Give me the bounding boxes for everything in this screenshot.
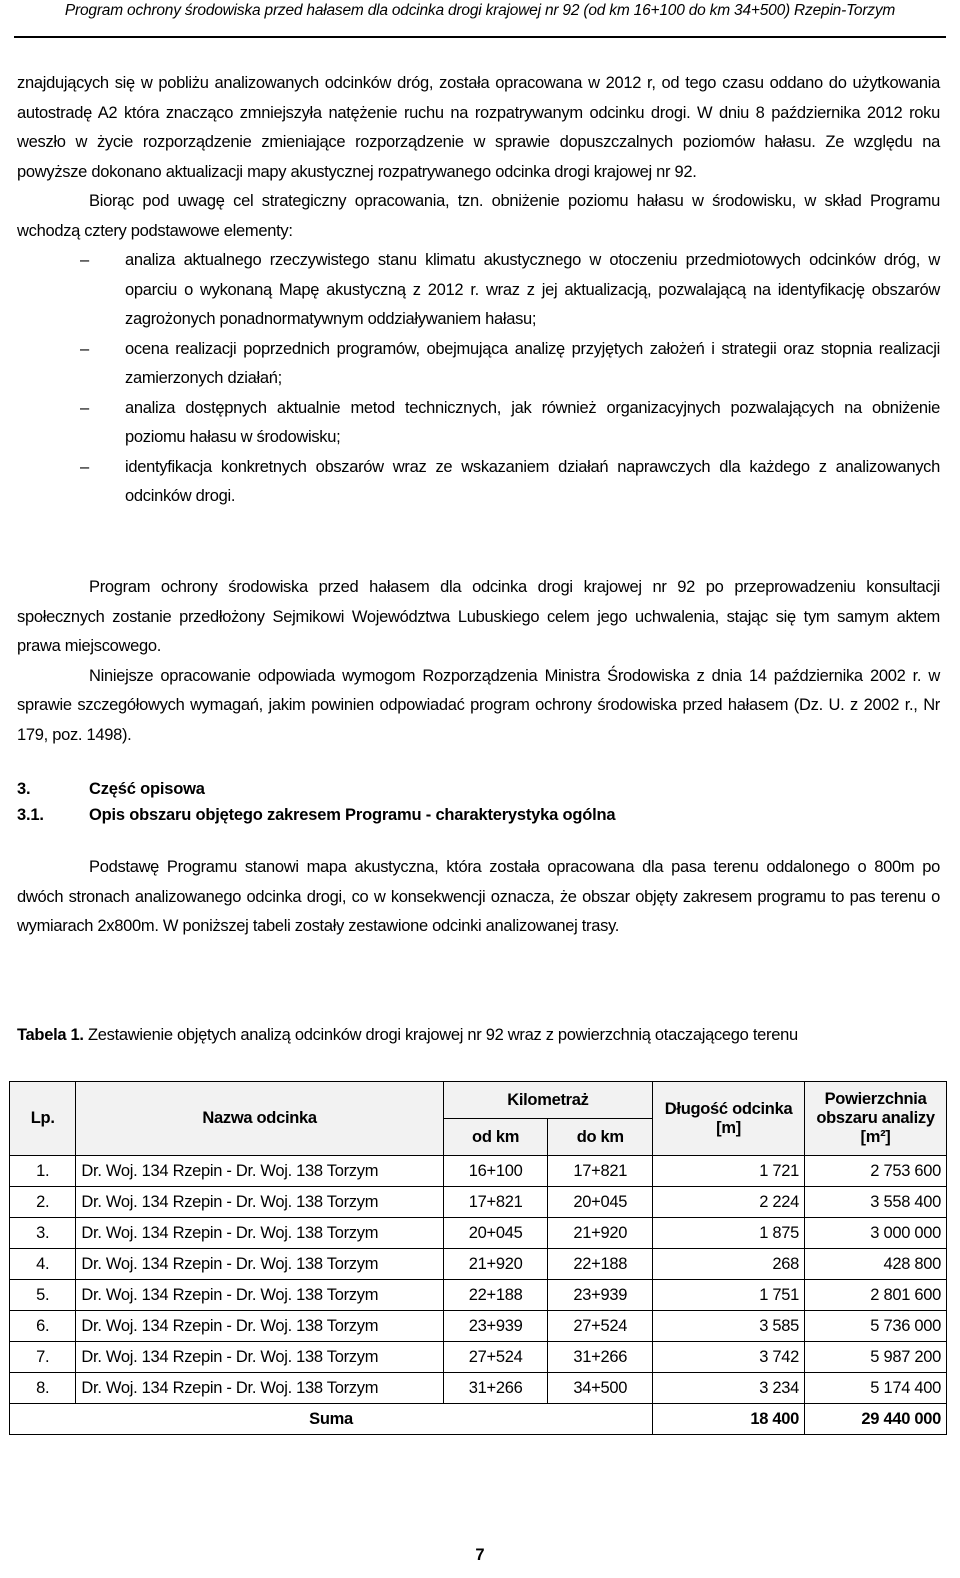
section-3-1-heading: 3.1. Opis obszaru objętego zakresem Programu - charakterystyka ogólna: [17, 806, 616, 824]
paragraph-consultation: Program ochrony środowiska przed hałasem dla odcinka drogi krajowej nr 92 po przeprowadzeniu konsultacji społecznych zostanie przedłożony Sejmikowi Województwa Lubuskiego celem jego uchwalenia, stając się tym samym aktem prawa miejscowego.: [17, 578, 940, 655]
table-row: 8. Dr. Woj. 134 Rzepin - Dr. Woj. 138 Torzym 31+266 34+500 3 234 5 174 400: [10, 1373, 947, 1404]
header-to: do km: [548, 1119, 653, 1156]
dash-bullet: –: [80, 251, 89, 269]
header-name: Nazwa odcinka: [76, 1082, 443, 1156]
sections-table: [9, 1081, 947, 1435]
paragraph-intro: znajdujących się w pobliżu analizowanych odcinków dróg, została opracowana w 2012 r, od tego czasu oddano do użytkowania autostradę A2 która znacząco zmniejszyła natężenie ruchu na rozpatrywanym odcinku drogi. W dniu 8 października 2012 roku weszło w życie rozporządzenie zmieniające rozporządzenie w sprawie dopuszczalnych poziomów hałasu. Ze względu na powyższe dokonano aktualizacji mapy akustycznej rozpatrywanego odcinka drogi krajowej nr 92.: [17, 74, 940, 181]
table-row: 4. Dr. Woj. 134 Rzepin - Dr. Woj. 138 Torzym 21+920 22+188 268 428 800: [10, 1249, 947, 1280]
dash-bullet: –: [80, 398, 89, 417]
table-sum-row: [10, 1404, 947, 1435]
sum-length: 18 400: [653, 1404, 805, 1435]
table-row: 5. Dr. Woj. 134 Rzepin - Dr. Woj. 138 Torzym 22+188 23+939 1 751 2 801 600: [10, 1280, 947, 1311]
paragraph-elements: Biorąc pod uwagę cel strategiczny opracowania, tzn. obniżenie poziomu hałasu w środowisku, w skład Programu wchodzą cztery podstawowe elementy:: [17, 192, 940, 240]
list-item: – analiza dostępnych aktualnie metod technicznych, jak również organizacyjnych pozwalających na obniżenie poziomu hałasu w środowisku;: [17, 394, 940, 453]
paragraph-regulation: Niniejsze opracowanie odpowiada wymogom Rozporządzenia Ministra Środowiska z dnia 14 października 2002 r. w sprawie szczegółowych wymagań, jakim powinien odpowiadać program ochrony środowiska przed hałasem (Dz. U. z 2002 r., Nr 179, poz. 1498).: [17, 666, 940, 744]
section-3-1-body: [17, 853, 940, 942]
intro-block: [17, 69, 940, 512]
header-length: Długość odcinka [m]: [653, 1082, 805, 1156]
header-km: Kilometraż: [443, 1082, 652, 1119]
table-row: 1. Dr. Woj. 134 Rzepin - Dr. Woj. 138 Torzym 16+100 17+821 1 721 2 753 600: [10, 1156, 947, 1187]
legal-block: [17, 573, 940, 750]
sum-label: Suma: [10, 1404, 653, 1435]
list-item: – ocena realizacji poprzednich programów, obejmująca analizę przyjętych założeń i strategii oraz stopnia realizacji zamierzonych działań;: [17, 335, 940, 394]
table-row: 2. Dr. Woj. 134 Rzepin - Dr. Woj. 138 Torzym 17+821 20+045 2 224 3 558 400: [10, 1187, 947, 1218]
header-area: Powierzchnia obszaru analizy [m²]: [805, 1082, 947, 1156]
table-row: 3. Dr. Woj. 134 Rzepin - Dr. Woj. 138 Torzym 20+045 21+920 1 875 3 000 000: [10, 1218, 947, 1249]
section-3-heading: 3. Część opisowa: [17, 780, 205, 798]
dash-bullet: –: [80, 339, 89, 358]
running-header: Program ochrony środowiska przed hałasem dla odcinka drogi krajowej nr 92 (od km 16+100 do km 34+500) Rzepin-Torzym: [64, 2, 896, 19]
table-row: 6. Dr. Woj. 134 Rzepin - Dr. Woj. 138 Torzym 23+939 27+524 3 585 5 736 000: [10, 1311, 947, 1342]
sum-area: 29 440 000: [805, 1404, 947, 1435]
elements-list: [17, 246, 940, 512]
list-item: – identyfikacja konkretnych obszarów wraz ze wskazaniem działań naprawczych dla każdego z analizowanych odcinków drogi.: [17, 453, 940, 512]
list-item: – analiza aktualnego rzeczywistego stanu klimatu akustycznego w otoczeniu przedmiotowych odcinków dróg, w oparciu o wykonaną Mapę akustyczną z 2012 r. wraz z jej aktualizacją, pozwalającą na identyfikację obszarów zagrożonych ponadnormatywnym oddziaływaniem hałasu;: [17, 246, 940, 335]
table-caption: Tabela 1. Zestawienie objętych analizą odcinków drogi krajowej nr 92 wraz z powierzchnią otaczającego terenu: [17, 1026, 798, 1044]
page-number: 7: [475, 1546, 485, 1564]
header-from: od km: [443, 1119, 548, 1156]
table-row: 7. Dr. Woj. 134 Rzepin - Dr. Woj. 138 Torzym 27+524 31+266 3 742 5 987 200: [10, 1342, 947, 1373]
header-lp: Lp.: [10, 1082, 76, 1156]
paragraph-area: Podstawę Programu stanowi mapa akustyczna, która została opracowana dla pasa terenu oddalonego o 800m po dwóch stronach analizowanego odcinka drogi, co w konsekwencji oznacza, że obszar objęty zakresem programu to pas terenu o wymiarach 2x800m. W poniższej tabeli zostały zestawione odcinki analizowanej trasy.: [17, 858, 940, 935]
dash-bullet: –: [80, 457, 89, 476]
header-rule: [14, 36, 946, 38]
